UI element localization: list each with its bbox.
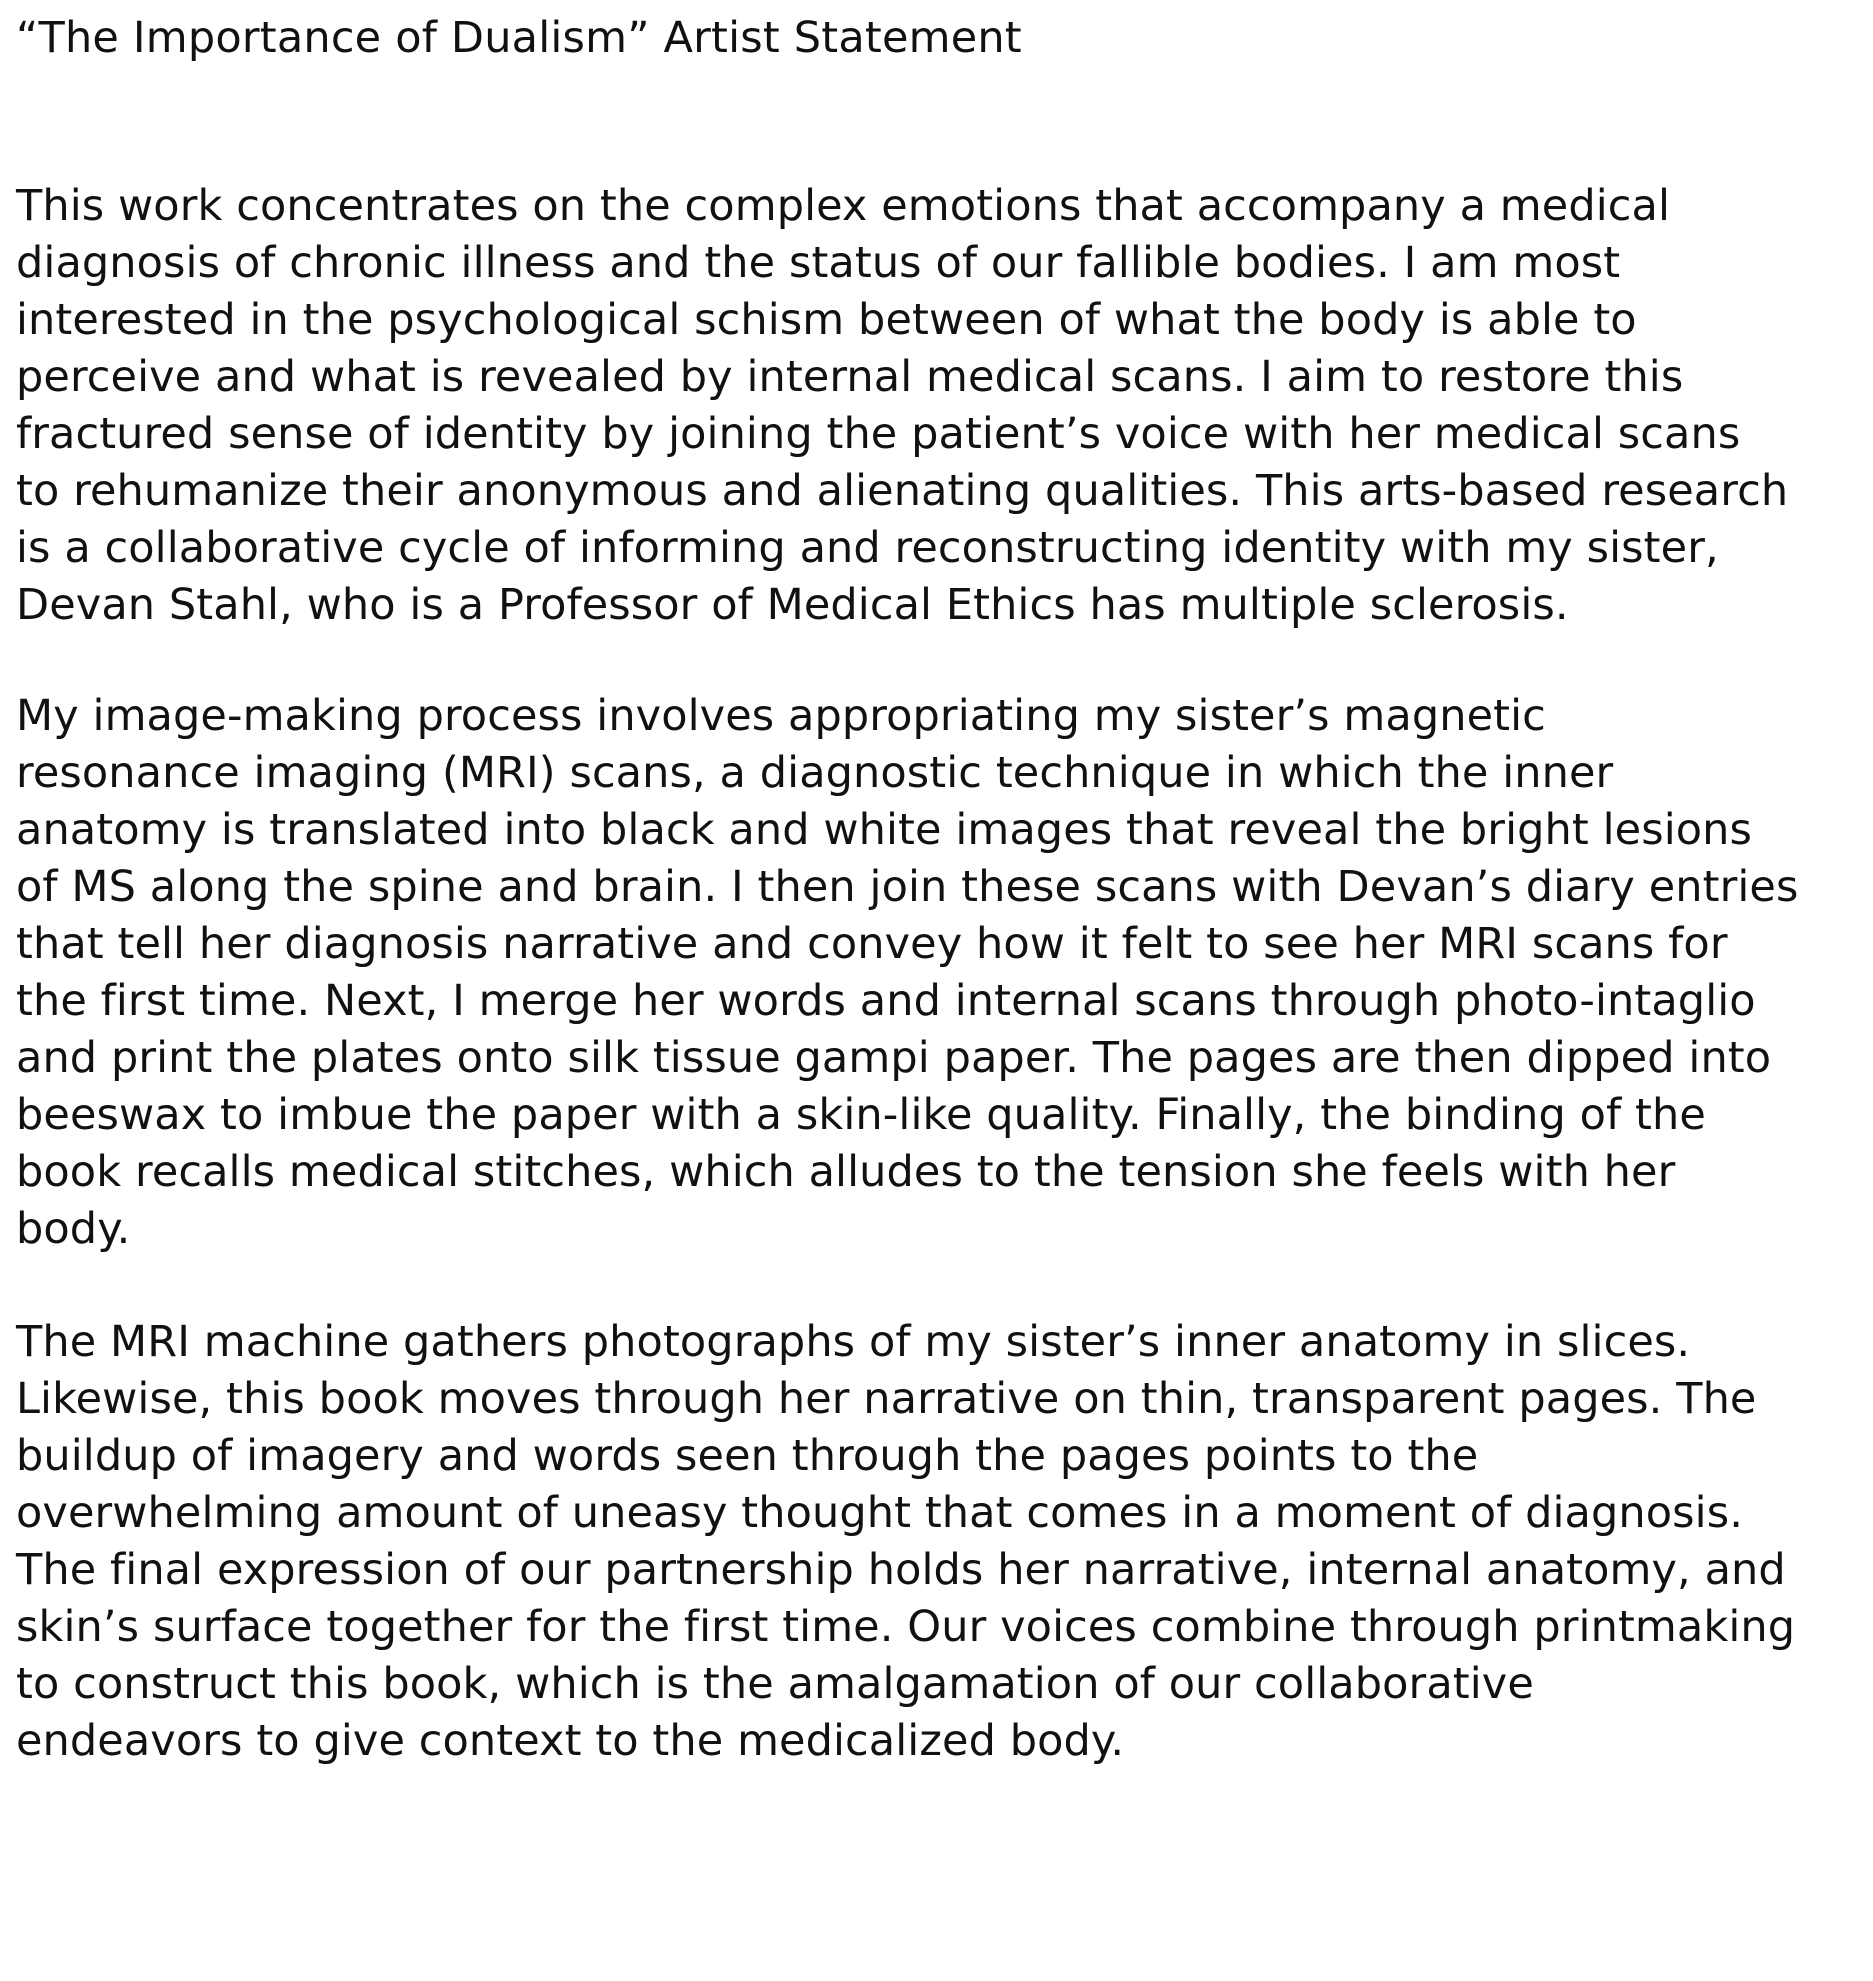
paragraph-3 bbox=[16, 1314, 1795, 1770]
text-line: The final expression of our partnership holds her narrative, internal anatomy, and bbox=[16, 1545, 1786, 1595]
text-line: Likewise, this book moves through her narrative on thin, transparent pages. The bbox=[16, 1374, 1757, 1424]
text-line: and print the plates onto silk tissue gampi paper. The pages are then dipped into bbox=[16, 1033, 1772, 1083]
text-line: My image-making process involves appropriating my sister’s magnetic bbox=[16, 691, 1546, 741]
document-title: “The Importance of Dualism” Artist Statement bbox=[16, 13, 1022, 63]
text-line: endeavors to give context to the medicalized body. bbox=[16, 1716, 1125, 1766]
text-line: resonance imaging (MRI) scans, a diagnostic technique in which the inner bbox=[16, 748, 1614, 798]
text-line: to rehumanize their anonymous and alienating qualities. This arts-based research bbox=[16, 466, 1789, 516]
text-line: This work concentrates on the complex emotions that accompany a medical bbox=[16, 181, 1671, 231]
text-line: the first time. Next, I merge her words and internal scans through photo-intaglio bbox=[16, 976, 1756, 1026]
text-line: book recalls medical stitches, which alludes to the tension she feels with her bbox=[16, 1147, 1676, 1197]
text-line: body. bbox=[16, 1204, 131, 1254]
text-line: fractured sense of identity by joining the patient’s voice with her medical scans bbox=[16, 409, 1741, 459]
text-line: anatomy is translated into black and white images that reveal the bright lesions bbox=[16, 805, 1753, 855]
text-line: buildup of imagery and words seen through the pages points to the bbox=[16, 1431, 1479, 1481]
text-line: of MS along the spine and brain. I then join these scans with Devan’s diary entries bbox=[16, 862, 1799, 912]
text-line: The MRI machine gathers photographs of my sister’s inner anatomy in slices. bbox=[16, 1317, 1691, 1367]
text-line: overwhelming amount of uneasy thought that comes in a moment of diagnosis. bbox=[16, 1488, 1743, 1538]
text-line: Devan Stahl, who is a Professor of Medical Ethics has multiple sclerosis. bbox=[16, 580, 1569, 630]
paragraph-2 bbox=[16, 688, 1798, 1258]
text-line: perceive and what is revealed by internal medical scans. I aim to restore this bbox=[16, 352, 1684, 402]
text-line: skin’s surface together for the first time. Our voices combine through printmaking bbox=[16, 1602, 1796, 1652]
text-line: that tell her diagnosis narrative and convey how it felt to see her MRI scans for bbox=[16, 919, 1728, 969]
text-line: beeswax to imbue the paper with a skin-like quality. Finally, the binding of the bbox=[16, 1090, 1706, 1140]
paragraph-1 bbox=[16, 178, 1788, 634]
text-line: to construct this book, which is the amalgamation of our collaborative bbox=[16, 1659, 1534, 1709]
text-line: is a collaborative cycle of informing and reconstructing identity with my sister, bbox=[16, 523, 1719, 573]
text-line: interested in the psychological schism between of what the body is able to bbox=[16, 295, 1637, 345]
text-line: diagnosis of chronic illness and the status of our fallible bodies. I am most bbox=[16, 238, 1621, 288]
